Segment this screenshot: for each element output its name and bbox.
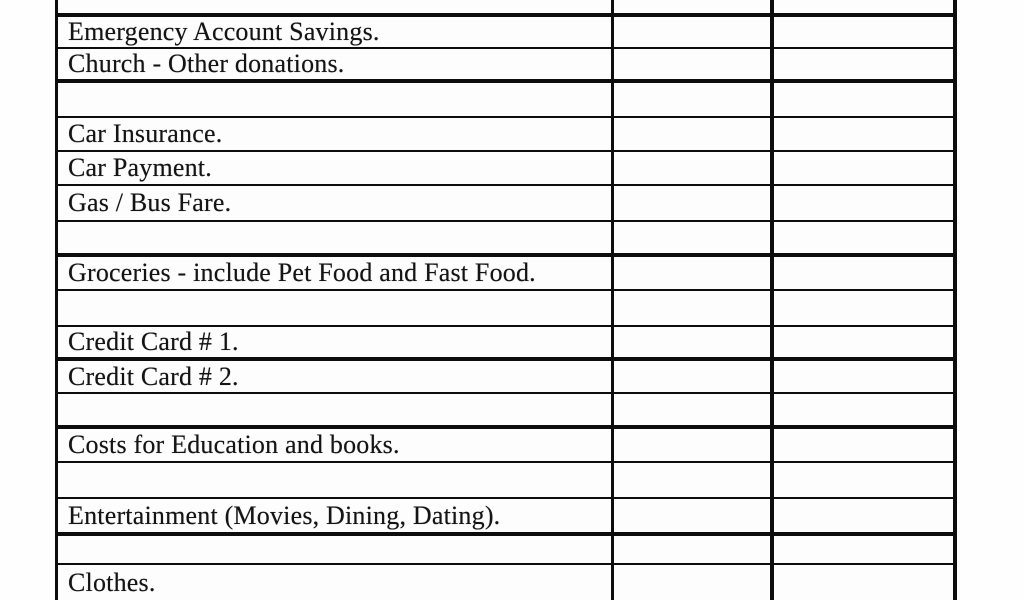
item-label-cell: Groceries - include Pet Food and Fast Food. [58, 257, 614, 289]
item-label-cell [58, 394, 614, 425]
amount-cell-1 [614, 17, 774, 47]
amount-cell-1 [614, 49, 774, 79]
amount-cell-2 [774, 83, 957, 116]
table-row [55, 463, 957, 499]
amount-cell-1 [614, 152, 774, 184]
amount-cell-1 [614, 463, 774, 497]
item-label-cell [58, 291, 614, 325]
amount-cell-2 [774, 49, 957, 79]
item-label-cell [58, 463, 614, 497]
item-label-cell [58, 222, 614, 253]
item-label-cell: Credit Card # 2. [58, 361, 614, 392]
budget-table [55, 0, 957, 600]
amount-cell-2 [774, 291, 957, 325]
table-row [55, 327, 957, 361]
amount-cell-2 [774, 0, 957, 13]
table-row [55, 17, 957, 49]
item-label-cell: Clothes. [58, 565, 614, 600]
table-row [55, 257, 957, 291]
amount-cell-1 [614, 186, 774, 220]
amount-cell-2 [774, 118, 957, 150]
amount-cell-2 [774, 327, 957, 357]
item-label-cell: Church - Other donations. [58, 49, 614, 79]
item-label-cell [58, 536, 614, 563]
amount-cell-2 [774, 394, 957, 425]
amount-cell-2 [774, 463, 957, 497]
item-label-cell: Car Payment. [58, 152, 614, 184]
amount-cell-1 [614, 565, 774, 600]
amount-cell-2 [774, 429, 957, 461]
amount-cell-2 [774, 152, 957, 184]
table-row [55, 0, 957, 17]
amount-cell-1 [614, 327, 774, 357]
table-row [55, 361, 957, 394]
item-label-cell: Gas / Bus Fare. [58, 186, 614, 220]
table-row [55, 499, 957, 536]
table-row [55, 83, 957, 118]
amount-cell-2 [774, 536, 957, 563]
table-row [55, 429, 957, 463]
item-label-cell: Car Insurance. [58, 118, 614, 150]
amount-cell-1 [614, 291, 774, 325]
table-row [55, 222, 957, 257]
amount-cell-2 [774, 186, 957, 220]
amount-cell-2 [774, 499, 957, 532]
table-row [55, 565, 957, 600]
table-row [55, 49, 957, 83]
item-label-cell: Credit Card # 1. [58, 327, 614, 357]
table-row [55, 394, 957, 429]
amount-cell-2 [774, 565, 957, 600]
amount-cell-1 [614, 499, 774, 532]
amount-cell-1 [614, 118, 774, 150]
table-row [55, 291, 957, 327]
amount-cell-1 [614, 0, 774, 13]
amount-cell-1 [614, 257, 774, 289]
amount-cell-2 [774, 17, 957, 47]
amount-cell-1 [614, 536, 774, 563]
table-row [55, 186, 957, 222]
item-label-cell: Entertainment (Movies, Dining, Dating). [58, 499, 614, 532]
item-label-cell [58, 83, 614, 116]
amount-cell-1 [614, 429, 774, 461]
table-row [55, 152, 957, 186]
amount-cell-2 [774, 222, 957, 253]
table-row [55, 536, 957, 565]
amount-cell-1 [614, 83, 774, 116]
amount-cell-2 [774, 361, 957, 392]
item-label-cell: Emergency Account Savings. [58, 17, 614, 47]
table-row [55, 118, 957, 152]
amount-cell-2 [774, 257, 957, 289]
amount-cell-1 [614, 222, 774, 253]
amount-cell-1 [614, 394, 774, 425]
item-label-cell [58, 0, 614, 13]
amount-cell-1 [614, 361, 774, 392]
item-label-cell: Costs for Education and books. [58, 429, 614, 461]
